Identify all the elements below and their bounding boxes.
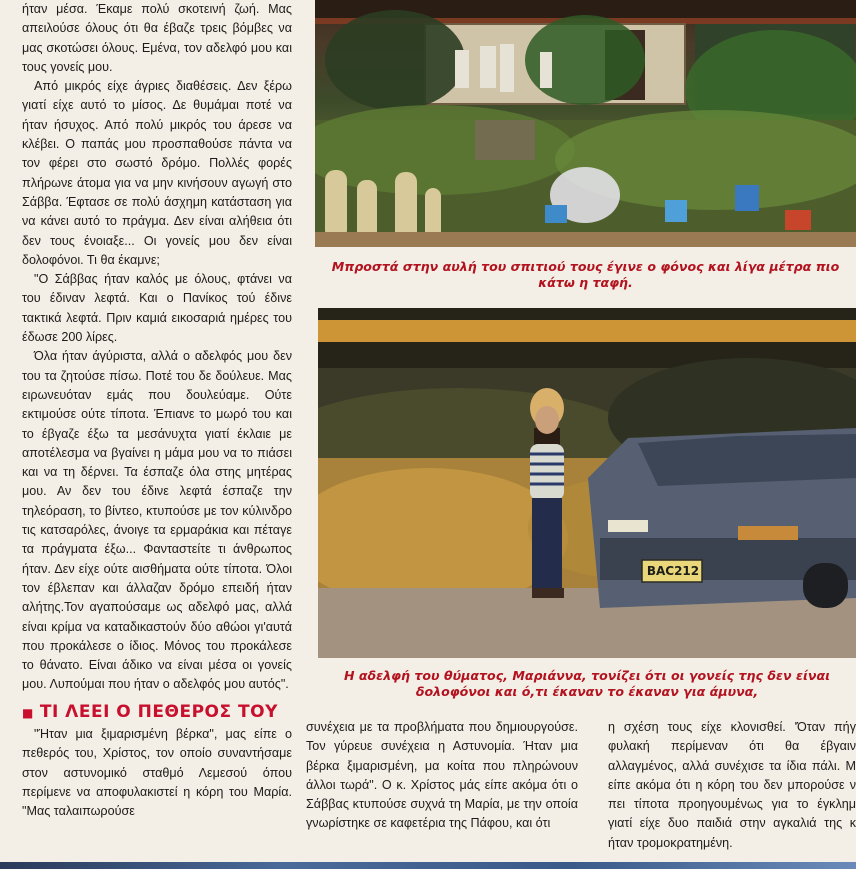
house-courtyard-illustration xyxy=(315,0,856,247)
house-courtyard-photo xyxy=(315,0,856,247)
article-paragraph: συνέχεια με τα προβλήματα που δημιουργούσε. Τον γύρευε συνέχεια η Αστυνομία. Ήταν μια βέρκα ξιμαρισμένη, μα κοίτα που πληρώνουν άλλοι τωρά". Ο κ. Χρίστος μάς είπε ακόμα ότι ο Σάββας κτυπούσε συχνά τη Μαρία, με την οποία γνωρίστηκε σε καφετέρια της Πάφου, και ότι xyxy=(306,720,578,831)
photo-caption: Η αδελφή του θύματος, Μαριάννα, τονίζει ότι οι γονείς της δεν είναι δολοφόνοι και ό,τι έκαναν το έκαναν για άμυνα, xyxy=(343,668,831,699)
article-paragraph: ήταν μέσα. Έκαμε πολύ σκοτεινή ζωή. Μας απειλούσε όλους ότι θα έβαζε τρεις βόμβες να μας σκοτώσει όλους. Εμένα, τον αδελφό μου και τους γονείς μου. xyxy=(22,2,292,74)
section-heading xyxy=(22,703,292,723)
sister-with-car-photo xyxy=(318,308,856,658)
section-heading-text: ΤΙ ΛΕΕΙ Ο ΠΕΘΕΡΟΣ ΤΟΥ xyxy=(39,701,278,722)
right-text-column xyxy=(608,718,856,853)
article-paragraph: "Ήταν μια ξιμαρισμένη βέρκα", μας είπε ο πεθερός του, Χρίστος, τον οποίο συναντήσαμε στον αστυνομικό σταθμό Λεμεσού όπου περίμενε να αποφυλακιστεί η κόρη του Μαρία. "Μας ταλαιπωρούσε xyxy=(22,726,292,819)
square-bullet-icon: ■ xyxy=(22,705,34,720)
license-plate: BAC212 xyxy=(646,564,700,578)
article-paragraph: Όλα ήταν άγύριστα, αλλά ο αδελφός μου δεν του τα ζητούσε πίσω. Ποτέ του δε δούλευε. Μας ειρωνευόταν εμάς που δουλεύαμε. Ούτε εκτιμούσε ούτε τίποτα. Έπιανε το μωρό του και το έβγαζε έξω τα μεσάνυχτα γιατί έκλαιε με αποτέλεσμα να βγαίνει η μάμα μου να το πιάσει και να τη δέρνει. Τα έσπαζε όλα στης μητέρας μου. Αν δεν του έδινε λεφτά έσπαζε την τηλεόραση, το βίντεο, κτυπούσε με τον κύλινδρο τις κατσαρόλες, άνοιγε τα ερμαράκια και πέταγε τα πράγματα έξω... Φανταστείτε τι άνθρωπος ήταν. Δεν είχε ούτε αισθήματα ούτε τίποτα. Όλοι τον έβλεπαν και άλλαζαν δρόμο επειδή ήταν αλήτης.Τον αγαπούσαμε ως αδελφό μας, αλλά είναι κρίμα να καταδικαστούν δύο αθώοι γι'αυτά που προκάλεσε ο ίδιος. Μόνος του προκάλεσε το θάνατο. Είναι άδικο να είναι μέσα οι γονείς μου. Λυπούμαι που ήταν ο αδελφός μου αυτός". xyxy=(22,349,292,692)
sister-with-car-illustration xyxy=(318,308,856,658)
photo-caption: Μπροστά στην αυλή του σπιτιού τους έγινε ο φόνος και λίγα μέτρα πιο κάτω η ταφή. xyxy=(331,259,840,290)
article-paragraph: Από μικρός είχε άγριες διαθέσεις. Δεν ξέρω γιατί είχε αυτό το μίσος. Δε θυμάμαι ποτέ να ήταν ήσυχος. Από πολύ μικρός του άρεσε να κλέβει. Ο παπάς μου προσπαθούσε πάντα να τον φέρει στο σωστό δρόμο. Πολλές φορές πλήρωνε άτομα για να μην κινήσουν αγωγή στο Σάββα. Έφτασε σε πολύ άσχημη κατάσταση για να κάνει αυτό το πράγμα. Δεν είναι αλήθεια ότι δεν τους ένοιαξε... Οι γονείς μου δεν είναι δολοφόνοι. Τι θα έκαμνε; xyxy=(22,79,292,267)
middle-text-column xyxy=(306,718,578,834)
bottom-color-strip xyxy=(0,862,856,869)
article-paragraph: η σχέση τους είχε κλονισθεί. 'Όταν πήγ φυλακή περίμεναν ότι θα έβγαιν αλλαγμένος, αλλά συνέχισε τα ίδια πάλι. Μ είπε ακόμα ότι η κόρη του δεν μπορούσε ν πει τίποτα προηγουμένως για το έγκλημ γιατί είχε δυο παιδιά στην αγκαλιά της κ ήταν τρομοκρατημένη. xyxy=(608,720,856,850)
left-text-column xyxy=(22,0,292,821)
article-paragraph: "Ο Σάββας ήταν καλός με όλους, φτάνει να του έδιναν λεφτά. Και ο Πανίκος τού έδινε τακτικά λεφτά. Πριν καμιά εικοσαριά ημέρες του έδωσε 200 λίρες. xyxy=(22,272,292,345)
